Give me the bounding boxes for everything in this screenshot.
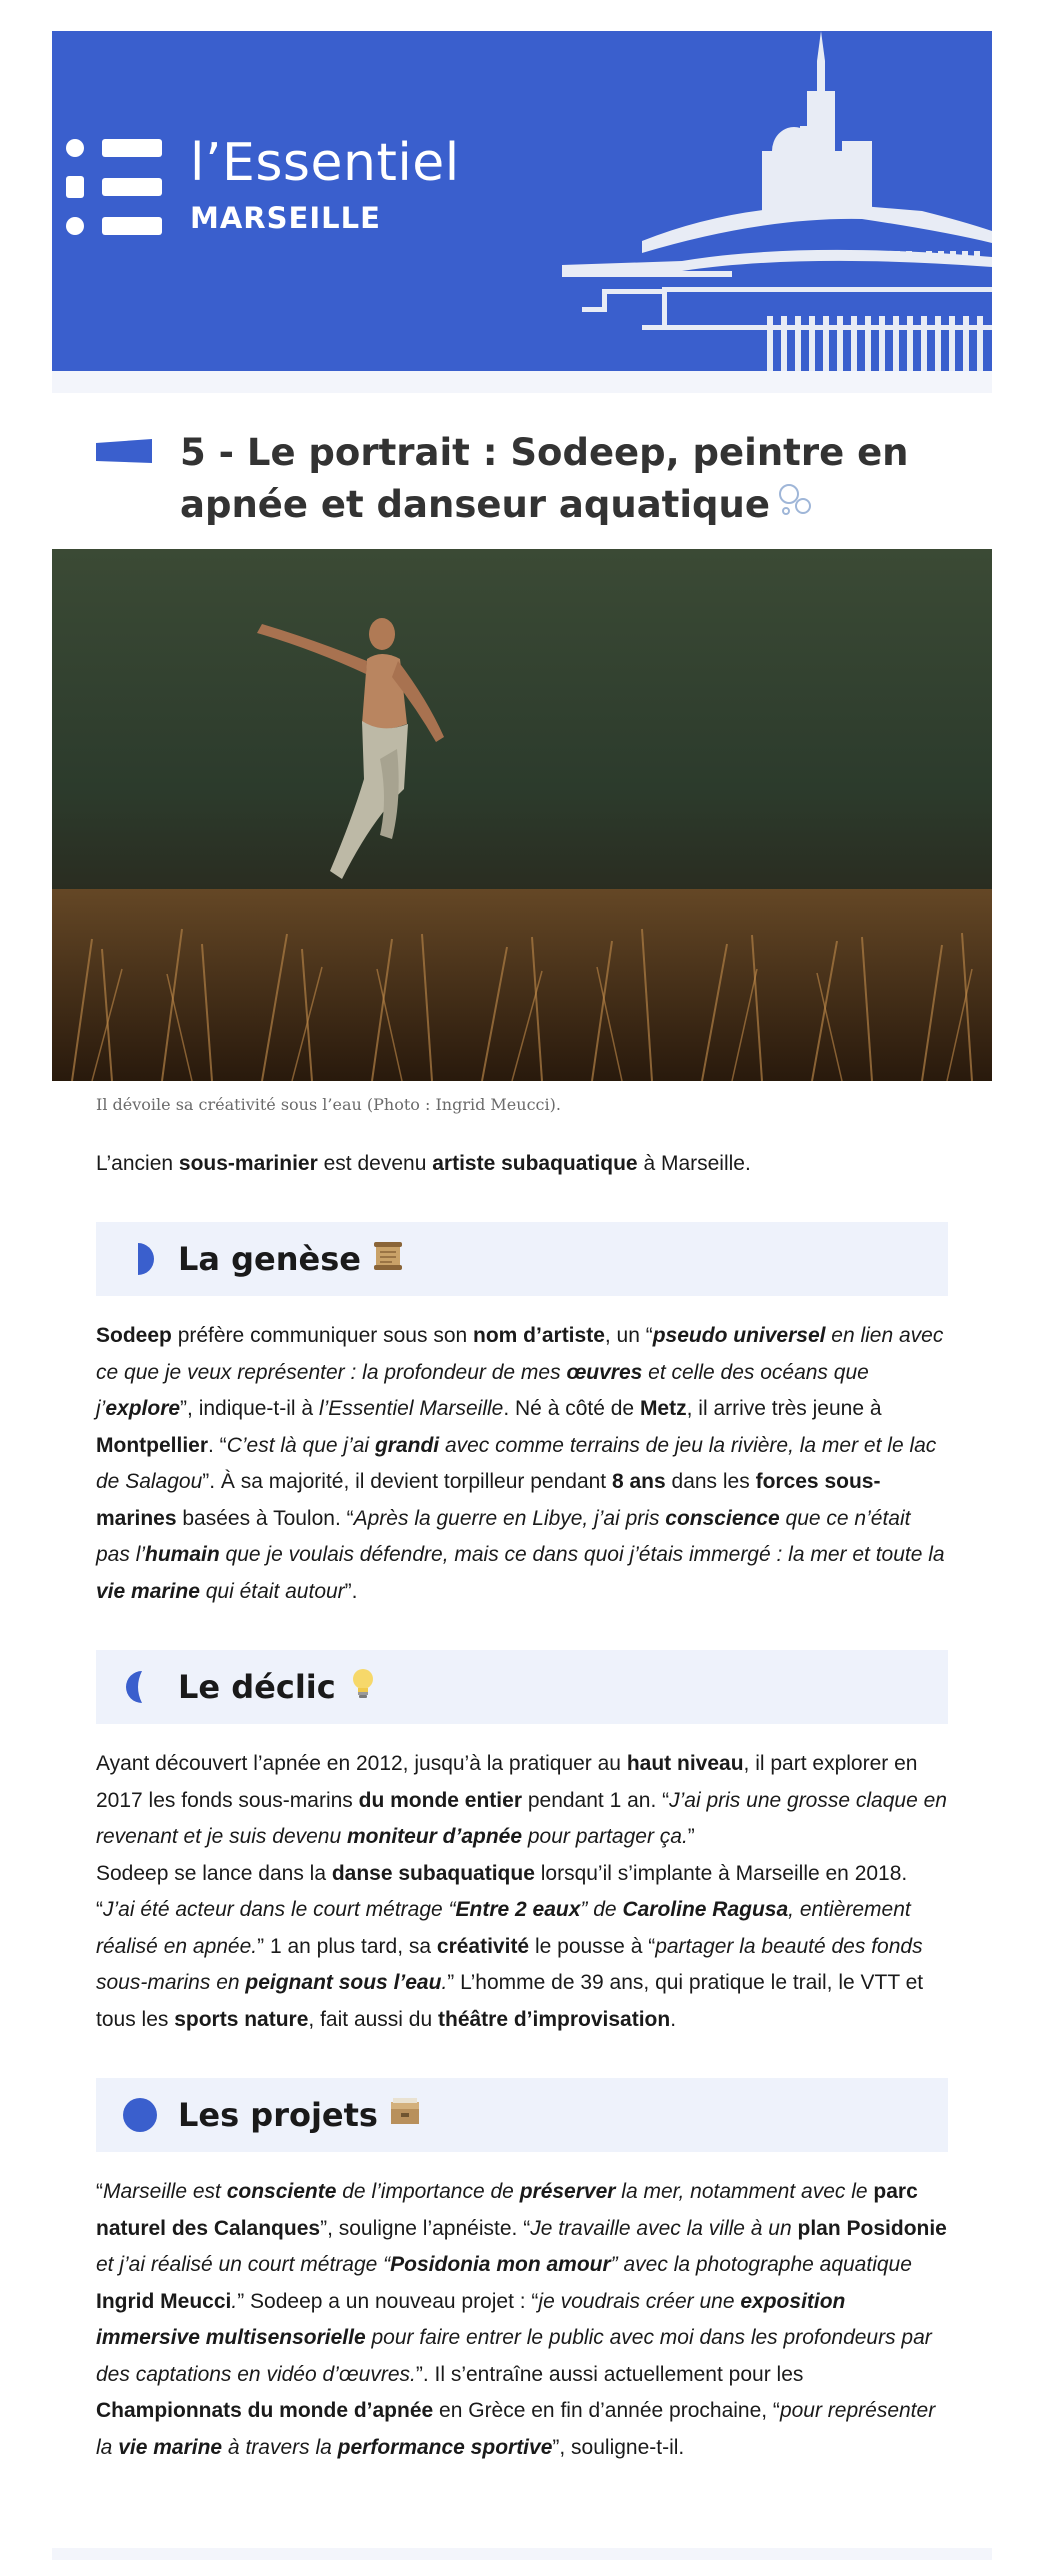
article-title-row	[52, 393, 992, 549]
text-run: parc naturel des Calanques	[96, 2180, 918, 2240]
footer-strip	[52, 2548, 992, 2560]
section-title-text: Les projets	[178, 2096, 378, 2134]
text-run: Posidonia mon amour	[390, 2253, 611, 2276]
text-run: basées à Toulon. “	[176, 1506, 354, 1530]
text-run: , il arrive très jeune à	[686, 1397, 882, 1420]
brand-city: MARSEILLE	[190, 201, 381, 235]
text-run: avec comme terrains de jeu la rivière, la mer et le lac de Salagou	[96, 1433, 937, 1493]
text-run: sports nature	[174, 2007, 309, 2031]
brand-name: l’Essentiel	[190, 133, 460, 193]
section-title	[178, 1236, 405, 1284]
scroll-icon	[371, 1238, 405, 1284]
text-run: 8 ans	[611, 1470, 666, 1493]
text-run: artiste subaquatique	[432, 1152, 638, 1175]
bubbles-icon	[776, 480, 816, 534]
text-run: humain	[145, 1543, 220, 1566]
text-run: à Marseille.	[637, 1152, 751, 1175]
article-title-text: 5 - Le portrait : Sodeep, peintre en apnée et danseur aquatique	[180, 431, 909, 526]
text-run: Marseille est	[103, 2180, 227, 2203]
text-run: Ingrid Meucci	[96, 2289, 232, 2313]
text-run: J’ai été acteur dans le court métrage “	[103, 1898, 456, 1921]
text-run: Entre 2 eaux	[455, 1898, 581, 1921]
text-run: ”. Il s’entraîne aussi actuellement pour les	[415, 2362, 804, 2386]
text-run: danse subaquatique	[331, 1861, 535, 1885]
text-run: créativité	[436, 1934, 530, 1958]
section-title	[178, 1664, 380, 1712]
section-heading-declic	[96, 1650, 948, 1724]
text-run: Montpellier	[96, 1433, 209, 1457]
text-run: ”	[687, 1825, 695, 1848]
text-run: qui était autour	[199, 1579, 345, 1603]
text-run: dans les	[665, 1470, 756, 1493]
article-title	[180, 427, 940, 534]
text-run: l’Essentiel Marseille	[318, 1397, 504, 1420]
newsletter	[52, 31, 992, 2466]
text-run: que ce n’était pas l’	[96, 1506, 911, 1566]
banner-strip	[52, 371, 992, 393]
text-run: en Grèce en fin d’année prochaine, “	[433, 2399, 780, 2422]
text-run: pour partager ça.	[522, 1825, 688, 1848]
header-banner[interactable]	[52, 31, 992, 371]
text-run: sous-marinier	[178, 1152, 318, 1175]
text-run: et j’ai réalisé un court métrage “	[96, 2253, 391, 2276]
full-moon-icon	[122, 2097, 158, 2133]
text-run: ” L’homme de 39 ans, qui pratique le trail, le VTT et tous les	[96, 1971, 924, 2031]
text-run: ”.	[344, 1579, 358, 1603]
text-run: vie marine	[118, 2435, 223, 2459]
text-run: vie marine	[96, 1579, 200, 1603]
text-run: C’est là que j’ai	[226, 1433, 375, 1457]
text-run: en lien avec ce que je veux représenter : la profondeur de mes	[96, 1324, 944, 1384]
text-run: à travers la	[222, 2435, 338, 2459]
text-run: est devenu	[317, 1152, 433, 1175]
text-run: plan Posidonie	[797, 2216, 947, 2240]
section-title	[178, 2092, 422, 2140]
text-run: Sodeep se lance dans la	[96, 1861, 332, 1885]
text-run: J’ai pris une grosse claque en revenant et je suis devenu	[96, 1788, 947, 1848]
section-body-genese	[96, 1318, 948, 1610]
text-run: Championnats du monde d’apnée	[96, 2399, 434, 2422]
text-run: forces sous-marines	[96, 1470, 881, 1530]
text-run: du monde entier	[358, 1788, 522, 1812]
text-run: de l’importance de	[336, 2180, 520, 2203]
text-run: Metz	[639, 1397, 687, 1420]
text-run: .	[670, 2007, 677, 2031]
brand-logo-icon	[66, 139, 162, 235]
text-run: la mer, notamment avec le	[615, 2180, 874, 2203]
text-run: ”, souligne-t-il.	[552, 2435, 685, 2459]
text-run: pendant 1 an. “	[522, 1788, 670, 1812]
text-run: . “	[208, 1433, 227, 1457]
text-run: , entièrement réalisé en apnée.	[96, 1898, 911, 1958]
text-run: performance sportive	[337, 2435, 553, 2459]
text-run: .	[441, 1971, 448, 1994]
notre-dame-skyline-icon	[562, 31, 992, 371]
text-run: et celle des océans que j’	[96, 1360, 869, 1420]
text-run: , un “	[604, 1324, 653, 1347]
article-intro	[96, 1146, 948, 1182]
flag-icon	[96, 439, 152, 463]
section-body-declic	[96, 1746, 948, 2038]
text-run: préfère communiquer sous son	[171, 1324, 474, 1347]
photo-caption: Il dévoile sa créativité sous l’eau (Photo : Ingrid Meucci).	[96, 1095, 561, 1114]
text-run: le pousse à “	[529, 1934, 656, 1958]
text-run: ” de	[580, 1898, 623, 1921]
text-run: ”, souligne l’apnéiste. “	[320, 2216, 531, 2240]
text-run: exposition immersive multisensorielle	[96, 2289, 846, 2349]
text-run: , il part explorer en 2017 les fonds sous-marins	[96, 1752, 918, 1812]
text-run: ” 1 an plus tard, sa	[257, 1934, 437, 1958]
text-run: Sodeep	[96, 1324, 172, 1347]
file-box-icon	[388, 2094, 422, 2140]
half-moon-icon	[122, 1669, 158, 1705]
text-run: je voudrais créer une	[538, 2289, 741, 2313]
article-photo[interactable]	[52, 549, 992, 1081]
text-run: peignant sous l’eau	[245, 1971, 442, 1994]
text-run: consciente	[226, 2180, 337, 2203]
text-run: Caroline Ragusa	[622, 1898, 789, 1921]
lightbulb-icon	[346, 1666, 380, 1712]
text-run: .	[231, 2289, 238, 2313]
section-heading-genese	[96, 1222, 948, 1296]
section-body-projets	[96, 2174, 948, 2466]
text-run: ”, indique-t-il à	[180, 1397, 319, 1420]
text-run: explore	[105, 1397, 181, 1420]
text-run: haut niveau	[626, 1752, 744, 1775]
underwater-dancer-image	[52, 549, 992, 1081]
text-run: Après la guerre en Libye, j’ai pris	[353, 1506, 666, 1530]
text-run: Ayant découvert l’apnée en 2012, jusqu’à la pratiquer au	[96, 1752, 627, 1775]
text-run: pseudo universel	[652, 1324, 826, 1347]
text-run: L’ancien	[96, 1152, 179, 1175]
text-run: conscience	[665, 1506, 780, 1530]
text-run: œuvres	[566, 1360, 643, 1384]
text-run: que je voulais défendre, mais ce dans quoi j’étais immergé : la mer et toute la	[219, 1543, 945, 1566]
text-run: pour représenter la	[96, 2399, 936, 2459]
text-run: lorsqu’il s’implante à Marseille en 2018. “	[96, 1861, 908, 1921]
text-run: moniteur d’apnée	[347, 1825, 523, 1848]
text-run: théâtre d’improvisation	[438, 2007, 671, 2031]
section-heading-projets	[96, 2078, 948, 2152]
section-title-text: La genèse	[178, 1240, 361, 1278]
text-run: pour faire entrer le public avec moi dans les profondeurs par des captations en vidéo d’œuvres.	[96, 2326, 932, 2386]
text-run: partager la beauté des fonds sous-marins en	[96, 1934, 923, 1994]
text-run: ” avec la photographe aquatique	[610, 2253, 912, 2276]
text-run: ” Sodeep a un nouveau projet : “	[237, 2289, 539, 2313]
text-run: grandi	[374, 1433, 440, 1457]
text-run: . Né à côté de	[503, 1397, 640, 1420]
text-run: nom d’artiste	[473, 1324, 605, 1347]
section-title-text: Le déclic	[178, 1668, 336, 1706]
text-run: “	[96, 2180, 103, 2203]
half-moon-icon	[122, 1241, 158, 1277]
text-run: , fait aussi du	[308, 2007, 438, 2031]
text-run: Je travaille avec la ville à un	[530, 2216, 798, 2240]
text-run: ”. À sa majorité, il devient torpilleur pendant	[202, 1470, 612, 1493]
text-run: préserver	[519, 2180, 616, 2203]
